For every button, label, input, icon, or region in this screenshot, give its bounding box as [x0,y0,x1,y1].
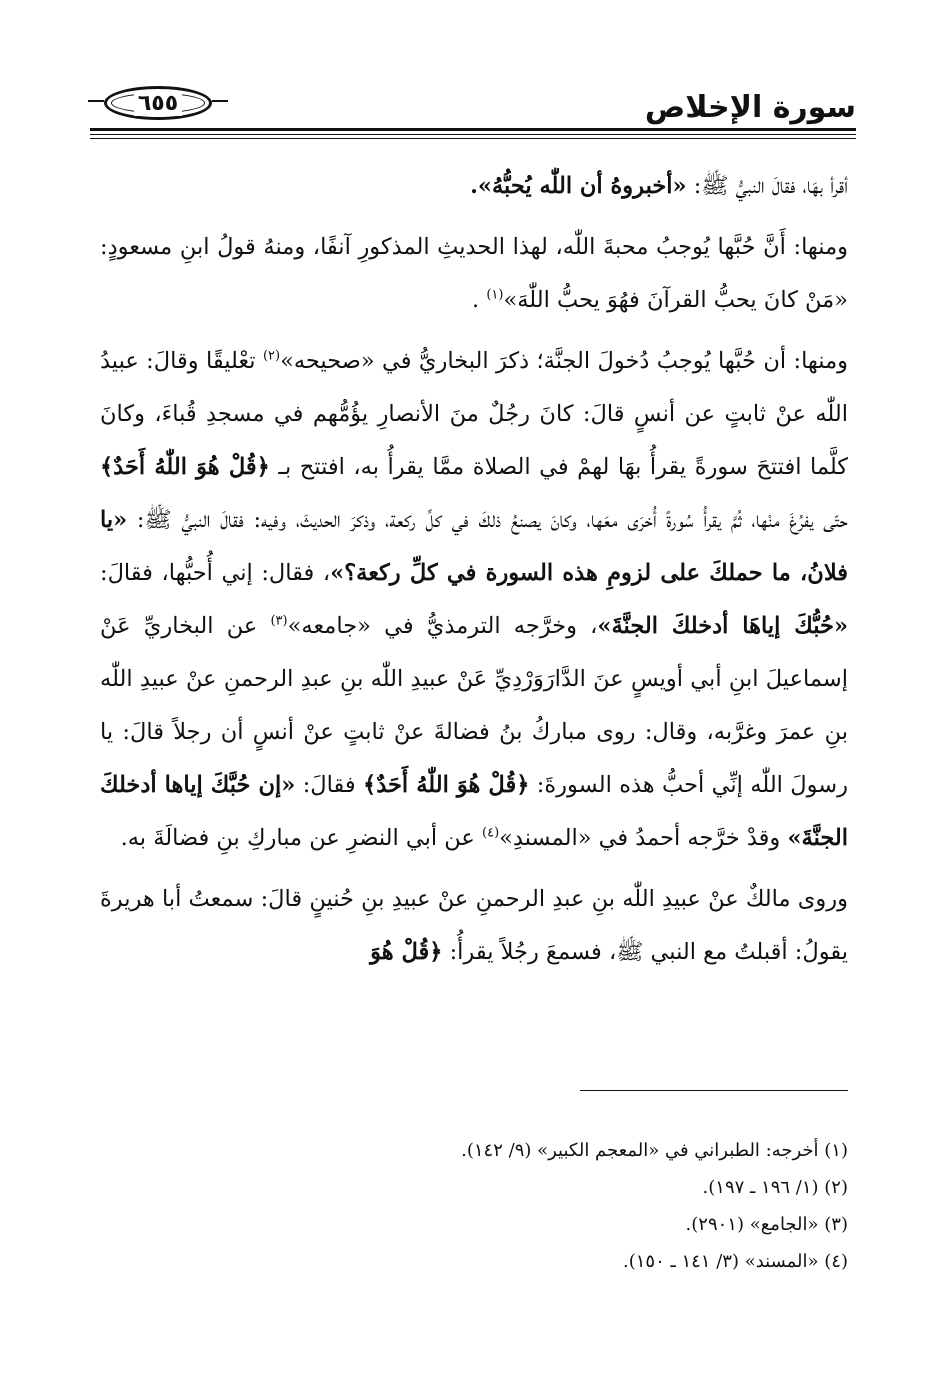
footnote: (٣) «الجامع» (٢٩٠١). [685,1214,848,1235]
text-segment: عن أبي النضرِ عن مباركِ بنِ فضالَةَ به. [120,825,483,851]
text-segment: أقرأ بهَا، فقالَ النبيُّ ﷺ: [686,173,848,199]
page-number-badge [104,86,212,120]
footnote-ref: (٢) [262,348,281,364]
text-segment: . [472,287,487,313]
paragraph [100,873,848,979]
quran-quote: ﴿قُلْ هُوَ اللّٰهُ أَحَدٌ﴾ [100,454,270,480]
text-segment: فقالَ: [295,772,364,798]
footnote: (٢) (١/ ١٩٦ ـ ١٩٧). [702,1177,848,1198]
page-number: ٦٥٥ [134,91,182,116]
text-segment: وروى مالكٌ عنْ عبيدِ اللّٰه بنِ عبدِ الرحمنِ عنْ عبيدِ بنِ حُنينٍ قالَ: سمعتُ أبا هريرةَ يقولُ: أقبلتُ مع النبي ﷺ، فسمعَ رجُلاً يقرأُ: [100,886,848,965]
hadith-quote: «يا فلانُ، ما حملكَ على لزومِ هذه السورة في كلِّ ركعة؟» [100,507,849,586]
footnote: (٤) «المسند» (٣/ ١٤١ ـ ١٥٠). [622,1251,848,1272]
hadith-quote: «أخبروهُ أن اللّٰه يُحبُّهُ». [470,173,687,199]
footnote-ref: (٤) [482,825,500,841]
main-text [100,160,848,979]
paragraph [100,335,848,865]
footnote: (١) أخرجه: الطبراني في «المعجم الكبير» (٩/ ١٤٢). [461,1140,848,1161]
text-segment: ، وخرَّجه الترمذيُّ في «جامعه» [287,613,598,639]
ornament-line [88,100,104,102]
hadith-quote: «إن حُبَّكَ إياها أدخلكَ الجنَّةَ» [100,772,848,851]
footnotes [100,1132,848,1280]
header-rule-thin [90,134,856,135]
paragraph [100,160,848,213]
text-segment: ومنها: أَنَّ حُبَّها يُوجبُ محبةَ اللّٰه، لهذا الحديثِ المذكورِ آنفًا، ومنهُ قولُ ابنِ مسعودٍ: «مَنْ كانَ يحبُّ القرآنَ فهُوَ يحبُّ اللّٰهَ» [100,234,848,313]
header-rule-thick [90,128,856,131]
ornament-line [212,100,228,102]
text-segment: حتّى يفرُغَ منْها، ثُمَّ يقرأُ سُورةً أُخرَى معَها، وكانَ يصنعُ ذلكَ في كلِّ ركعة، وذكرَ الحديثَ، وفيه: فقالَ النبيُّ ﷺ: [127,507,848,533]
header-rule-thin [90,138,856,139]
text-segment: عن البخاريِّ عَنْ إسماعيلَ ابنِ أبي أويسٍ عنَ الدَّارَوَرْدِيِّ عَنْ عبيدِ اللّٰه بنِ عبدِ الرحمنِ عنْ عبيدِ اللّٰه بنِ عمرَ وغرَّبه، وقال: روى مباركُ بنُ فضالةَ عنْ ثابتٍ عنْ أنسٍ أن رجلاً قالَ: يا رسولَ اللّٰه إنِّي أحبُّ هذه السورةَ: [100,613,848,798]
running-title: سورة الإخلاص [644,90,856,125]
footnote-separator [580,1090,848,1091]
quran-quote: ﴿قُلْ هُوَ [370,939,443,965]
hadith-quote: «حُبُّكَ إياهَا أدخلكَ الجنَّةَ» [597,613,849,639]
footnote-ref: (٣) [270,613,288,629]
text-segment: ومنها: أن حُبَّها يُوجبُ دُخولَ الجنَّة؛ ذكرَ البخاريُّ في «صحيحه» [280,348,848,374]
paragraph [100,221,848,327]
footnote-ref: (١) [486,287,504,303]
quran-quote: ﴿قُلْ هُوَ اللّٰهُ أَحَدٌ﴾ [363,772,530,798]
text-segment: وقدْ خرَّجه أحمدُ في «المسندِ» [499,825,788,851]
page-header [90,80,856,140]
text-segment: ، فقال: إني أُحبُّها، فقالَ: [100,560,331,586]
text-segment: تعْليقًا وقالَ: عبيدُ اللّٰه عنْ ثابتٍ عن أنسٍ قالَ: كانَ رجُلٌ منَ الأنصارِ يؤُمُّهم في مسجدِ قُباءَ، وكانَ كلَّما افتتحَ سورةً يقرأُ بهَا لهمْ في الصلاة ممَّا يقرأُ به، افتتح بـ [100,348,849,480]
